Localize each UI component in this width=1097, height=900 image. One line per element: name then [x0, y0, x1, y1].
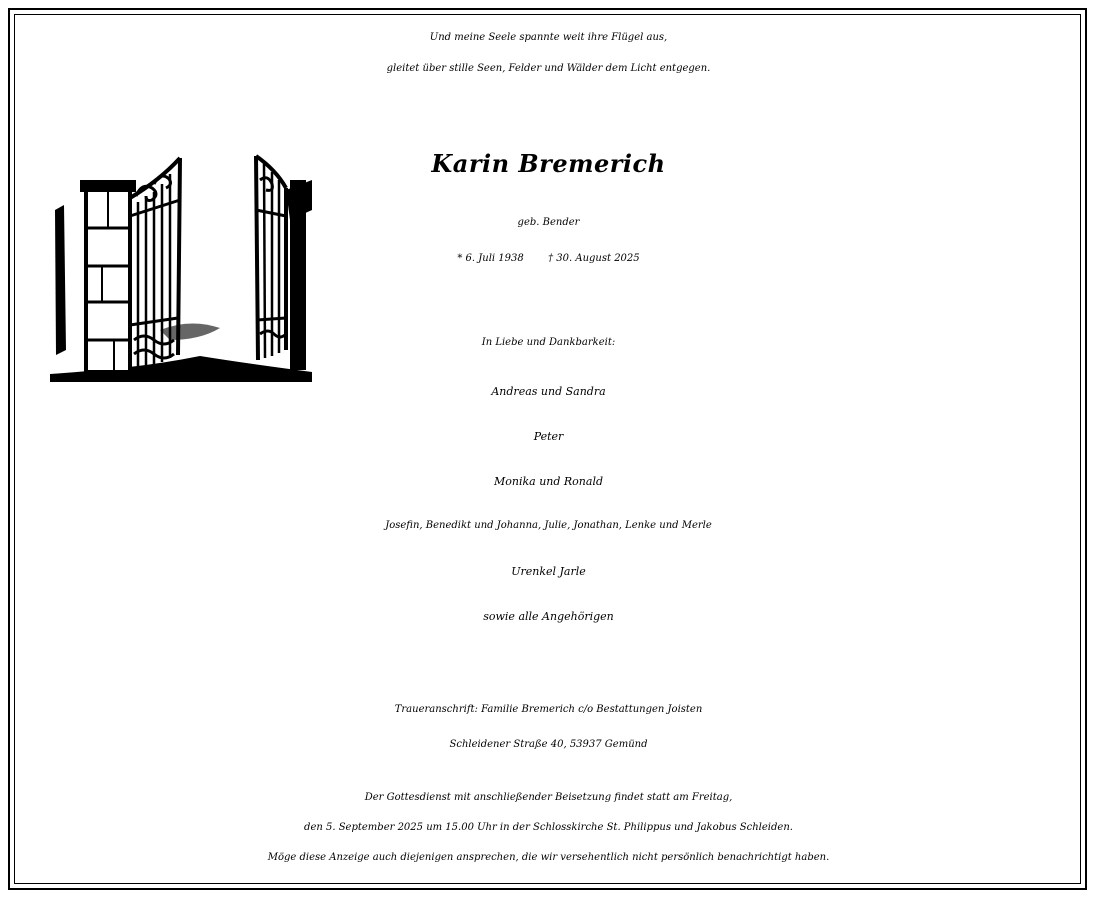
mourner-line: Monika und Ronald	[493, 475, 604, 488]
mourner-line: Peter	[533, 430, 564, 443]
mourner-line: Josefin, Benedikt und Johanna, Julie, Jonathan, Lenke und Merle	[385, 520, 712, 531]
open-garden-gate-icon	[50, 150, 312, 386]
death-date: † 30. August 2025	[548, 253, 640, 264]
birth-date: * 6. Juli 1938	[457, 253, 524, 264]
service-info-line-3: Möge diese Anzeige auch diejenigen ansprechen, die wir versehentlich nicht persönlich benachrichtigt haben.	[267, 852, 830, 863]
life-dates	[0, 254, 1097, 264]
funeral-address-line-2: Schleidener Straße 40, 53937 Gemünd	[449, 739, 648, 750]
funeral-address-line-1: Traueranschrift: Familie Bremerich c/o Bestattungen Joisten	[394, 704, 703, 715]
service-info-line-2: den 5. September 2025 um 15.00 Uhr in der Schlosskirche St. Philippus und Jakobus Schleiden.	[304, 822, 793, 833]
maiden-name: geb. Bender	[517, 217, 580, 228]
mourner-line: sowie alle Angehörigen	[483, 610, 614, 623]
service-info-line-1: Der Gottesdienst mit anschließender Beisetzung findet statt am Freitag,	[364, 792, 733, 803]
poem-line-2: gleitet über stille Seen, Felder und Wälder dem Licht entgegen.	[386, 63, 711, 74]
mourner-line: Andreas und Sandra	[491, 385, 606, 398]
mourners-intro: In Liebe und Dankbarkeit:	[481, 337, 616, 348]
mourner-line: Urenkel Jarle	[511, 565, 586, 578]
deceased-name: Karin Bremerich	[431, 149, 666, 178]
poem-line-1: Und meine Seele spannte weit ihre Flügel aus,	[429, 32, 668, 43]
inner-border	[14, 14, 1081, 884]
